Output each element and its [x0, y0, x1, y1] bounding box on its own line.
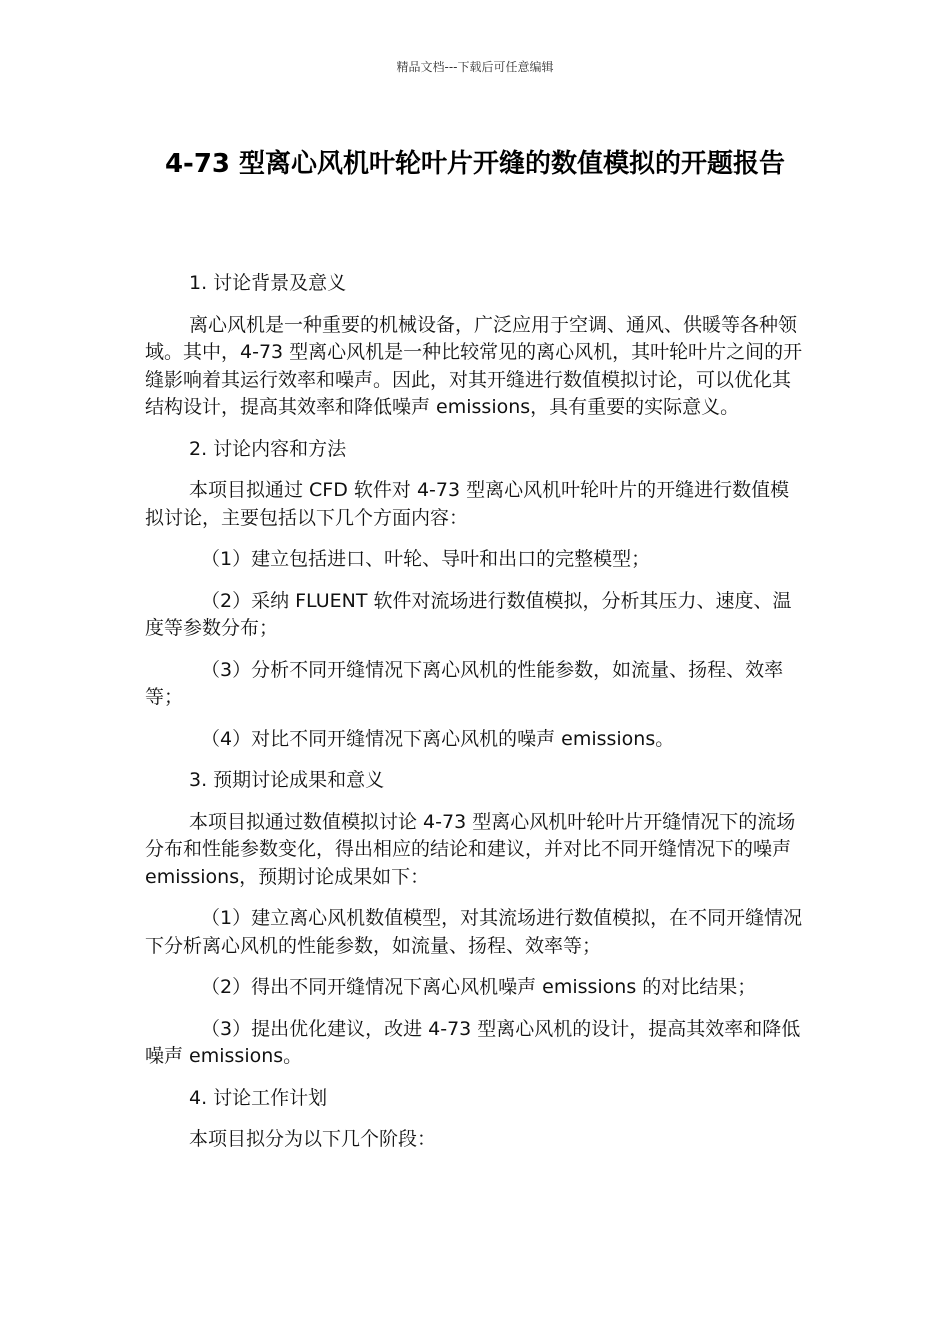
section-paragraph-1: 离心风机是一种重要的机械设备，广泛应用于空调、通风、供暖等各种领域。其中，4-73 型离心风机是一种比较常见的离心风机，其叶轮叶片之间的开缝影响着其运行效率和噪声。因此，对其开缝进行数值模拟讨论，可以优化其结构设计，提高其效率和降低噪声 emissions，具有重要的实际意义。: [145, 313, 803, 418]
document-title: 4-73 型离心风机叶轮叶片开缝的数值模拟的开题报告: [164, 149, 786, 179]
list-item: （3）分析不同开缝情况下离心风机的性能参数，如流量、扬程、效率等；: [145, 658, 784, 708]
section-paragraph-3: 本项目拟通过数值模拟讨论 4-73 型离心风机叶轮叶片开缝情况下的流场分布和性能参数变化，得出相应的结论和建议，并对比不同开缝情况下的噪声 emissions，预期讨论成果如下：: [145, 810, 796, 888]
list-item: （1）建立离心风机数值模型，对其流场进行数值模拟，在不同开缝情况下分析离心风机的性能参数，如流量、扬程、效率等；: [145, 907, 803, 957]
section-heading-4: 4. 讨论工作计划: [189, 1086, 328, 1109]
list-item: （2）采纳 FLUENT 软件对流场进行数值模拟，分析其压力、速度、温度等参数分布；: [145, 589, 792, 639]
section-heading-1: 1. 讨论背景及意义: [189, 272, 347, 294]
section-heading-3: 3. 预期讨论成果和意义: [189, 769, 385, 791]
list-item: （3）提出优化建议，改进 4-73 型离心风机的设计，提高其效率和降低噪声 emissions。: [145, 1017, 801, 1067]
section-paragraph-2: 本项目拟通过 CFD 软件对 4-73 型离心风机叶轮叶片的开缝进行数值模拟讨论，主要包括以下几个方面内容：: [145, 479, 790, 529]
list-item: （2）得出不同开缝情况下离心风机噪声 emissions 的对比结果；: [201, 976, 757, 998]
section-heading-2: 2. 讨论内容和方法: [189, 437, 347, 460]
list-item: （1）建立包括进口、叶轮、导叶和出口的完整模型；: [201, 548, 651, 570]
section-paragraph-4: 本项目拟分为以下几个阶段：: [189, 1128, 437, 1150]
list-item: （4）对比不同开缝情况下离心风机的噪声 emissions。: [201, 727, 675, 750]
header-note: 精品文档---下载后可任意编辑: [396, 60, 554, 74]
document-body: [145, 270, 805, 1168]
